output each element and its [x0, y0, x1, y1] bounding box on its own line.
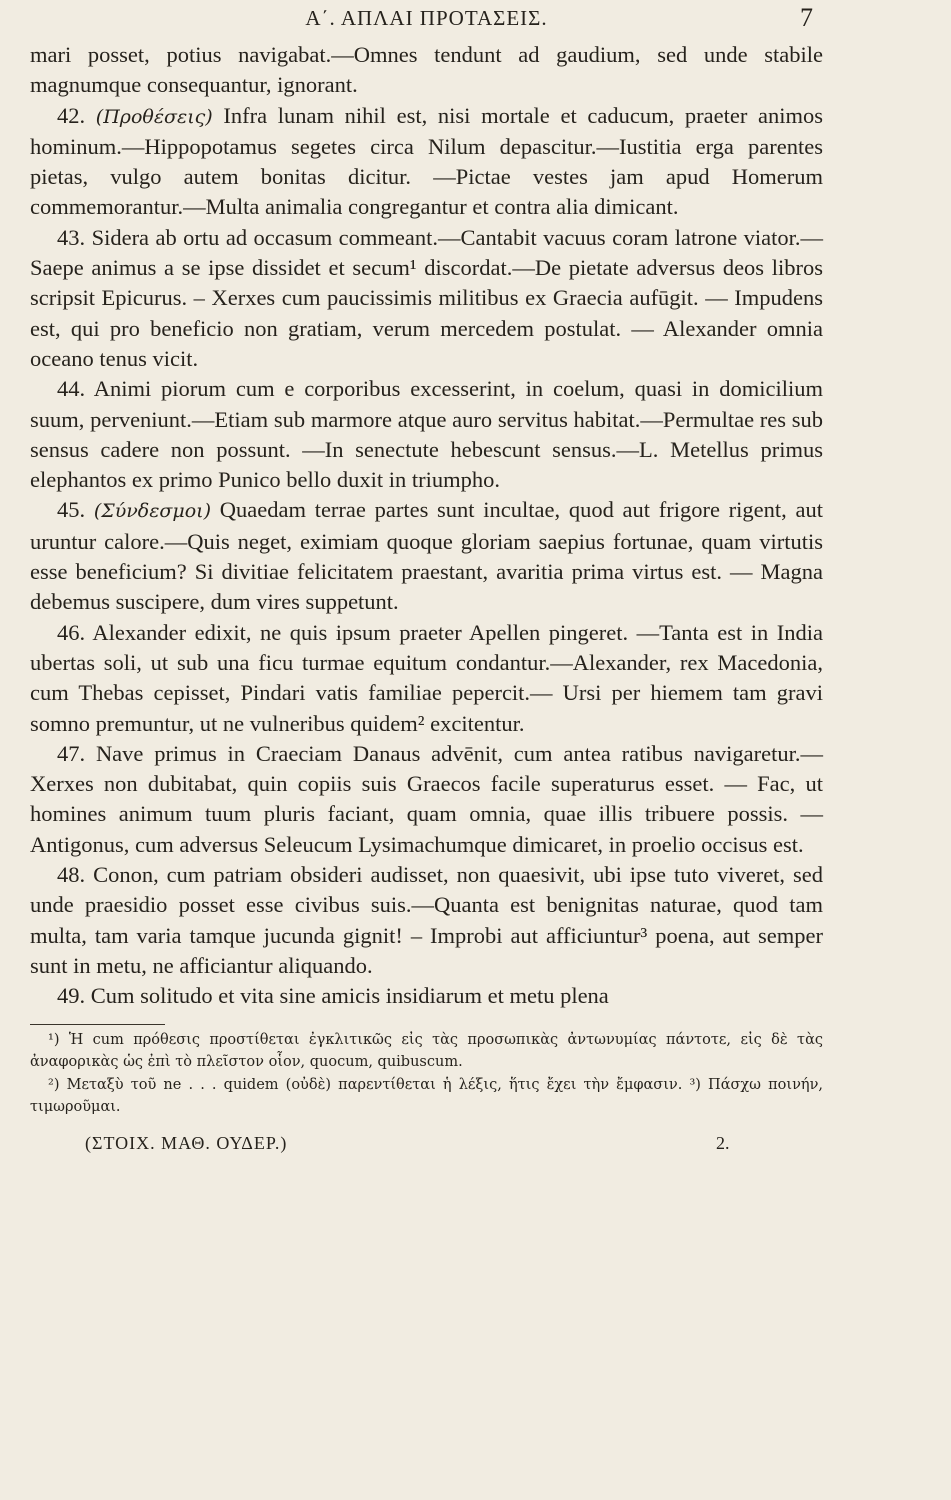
- footnotes: [30, 1029, 823, 1119]
- paragraph-number: 43.: [57, 224, 86, 250]
- paragraph-text: Alexander edixit, ne quis ipsum praeter Apellen pingeret. —Tanta est in India ubertas soli, ut sub una ficu turmae equitum condantur.—Alexander, rex Macedonia, cum Thebas cepisset, Pindari vatis familiae pepercit.— Ursi per hiemem tam gravi somno premuntur, ut ne vulneribus quidem² excitentur.: [30, 619, 824, 736]
- page-header: [30, 0, 823, 40]
- paragraph-text: Nave primus in Craeciam Danaus advēnit, cum antea ratibus navigaretur.—Xerxes non dubitabat, quin copiis suis Graecos facile superaturus esset. — Fac, ut homines animum tuum pluris faciant, quam omnia, quae illis tribuere possis. — Antigonus, cum adversus Seleucum Lysimachumque dimicaret, in proelio occisus est.: [30, 740, 823, 857]
- paragraph-label: (Προθέσεις): [95, 105, 213, 128]
- paragraph-label: (Σύνδεσμοι): [93, 500, 212, 523]
- body-text: [30, 40, 823, 1012]
- paragraph-text: Infra lunam nihil est, nisi mortale et caducum, praeter animos hominum.—Hippopotamus segetes circa Nilum depascitur.—Iustitia erga parentes pietas, vulgo autem bonitas dicitur. —Pictae vestes jam apud Homerum commemorantur.—Multa animalia congregantur et contra alia dimicant.: [30, 102, 823, 220]
- running-head: Α΄. ΑΠΛΑΙ ΠΡΟΤΑΣΕΙΣ.: [305, 6, 548, 30]
- paragraph-text: mari posset, potius navigabat.—Omnes tendunt ad gaudium, sed unde stabile magnumque consequantur, ignorant.: [30, 42, 823, 98]
- paragraph-text: Animi piorum cum e corporibus excesserint, in coelum, quasi in domicilium suum, perveniunt.—Etiam sub marmore atque auro servitus habitat.—Permultae res sub sensus cadere non possunt. —In senectute hebescunt sensus.—L. Metellus primus elephantos ex primo Punico bello duxit in triumpho.: [30, 376, 823, 493]
- paragraph-number: 45.: [57, 497, 86, 523]
- footnote-divider: [30, 1024, 165, 1025]
- paragraph: [30, 374, 823, 495]
- paragraph-number: 47.: [57, 740, 86, 766]
- paragraph: [30, 101, 823, 223]
- paragraph-number: 42.: [57, 102, 86, 128]
- paragraph: [30, 40, 823, 101]
- paragraph-number: 48.: [57, 862, 86, 888]
- paragraph-text: Quaedam terrae partes sunt incultae, quod aut frigore rigent, aut uruntur calore.—Quis neget, eximiam quoque gloriam saepius fortunae, quam virtutis esse beneficium? Si divitiae felicitatem praestant, avaritia prima virtus est. — Magna debemus suscipere, dum vires suppetunt.: [30, 497, 823, 615]
- paragraph: [30, 618, 823, 739]
- paragraph: [30, 860, 823, 981]
- series-title: (ΣΤΟΙΧ. ΜΑΘ. ΟΥΔΕΡ.): [85, 1132, 288, 1153]
- page-footer: [30, 1133, 823, 1163]
- paragraph: [30, 739, 823, 860]
- footnote: ¹) Ἡ cum πρόθεσις προστίθεται ἐγκλιτικῶς εἰς τὰς προσωπικὰς ἀντωνυμίας πάντοτε, εἰς δὲ τὰς ἀναφορικὰς ὡς ἐπὶ τὸ πλεῖστον οἷον, quocum, quibuscum.: [30, 1031, 823, 1070]
- paragraph-number: 49.: [57, 983, 86, 1009]
- paragraph: [30, 981, 823, 1011]
- paragraph-number: 46.: [57, 619, 86, 645]
- paragraph-number: 44.: [57, 376, 86, 402]
- paragraph: [30, 495, 823, 617]
- paragraph: [30, 223, 823, 374]
- page-number: 7: [800, 3, 813, 32]
- paragraph-text: Cum solitudo et vita sine amicis insidiarum et metu plena: [90, 983, 609, 1009]
- signature-mark: 2.: [716, 1132, 730, 1153]
- paragraph-text: Conon, cum patriam obsideri audisset, non quaesivit, ubi ipse tuto viveret, sed unde praesidio posset esse civibus suis.—Quanta est benignitas naturae, quod tam multa, tam varia tamque jucunda gignit! – Improbi aut afficiuntur³ poena, aut semper sunt in metu, ne afficiantur aliquando.: [30, 862, 824, 978]
- footnote: ²) Μεταξὺ τοῦ ne . . . quidem (οὐδὲ) παρεντίθεται ἡ λέξις, ἥτις ἔχει τὴν ἔμφασιν. ³) Πάσχω ποινήν, τιμωροῦμαι.: [30, 1076, 823, 1115]
- paragraph-text: Sidera ab ortu ad occasum commeant.—Cantabit vacuus coram latrone viator.—Saepe animus a se ipse dissidet et secum¹ discordat.—De pietate adversus deos libros scripsit Epicurus. – Xerxes cum paucissimis militibus ex Graecia aufūgit. — Impudens est, qui pro beneficio non gratiam, verum mercedem postulat. — Alexander omnia oceano tenus vicit.: [30, 224, 823, 371]
